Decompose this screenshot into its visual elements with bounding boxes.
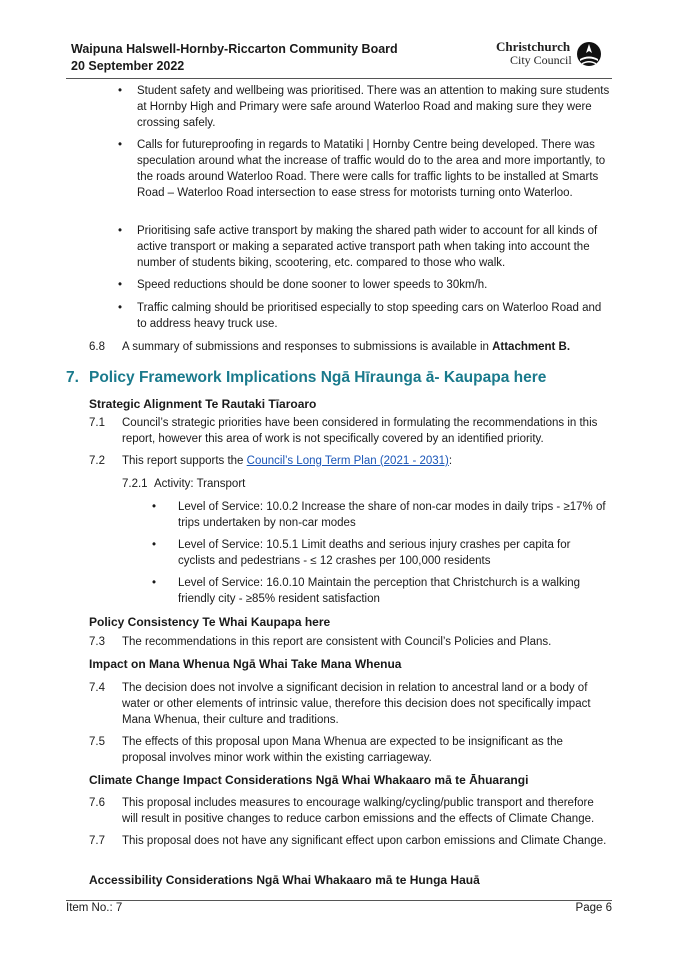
sub-item-number: 7.2.1 xyxy=(122,478,148,490)
list-item: • Traffic calming should be prioritised especially to stop speeding cars on Waterloo Road and to address heavy truck use. xyxy=(137,300,613,332)
para-number: 6.8 xyxy=(89,341,105,353)
para-number: 7.4 xyxy=(89,682,105,694)
section-title: Policy Framework Implications Ngā Hīraunga ā- Kaupapa here xyxy=(89,369,547,386)
section-number: 7. xyxy=(66,369,79,386)
para-text: The recommendations in this report are consistent with Council’s Policies and Plans. xyxy=(122,636,552,648)
list-item: • Speed reductions should be done sooner to lower speeds to 30km/h. xyxy=(137,277,613,293)
list-item: • Level of Service: 10.0.2 Increase the share of non-car modes in daily trips - ≥17% of trips undertaken by non-car modes xyxy=(178,499,608,531)
para-number: 7.3 xyxy=(89,636,105,648)
list-item: • Prioritising safe active transport by making the shared path wider to account for all kinds of active transport or making a separated active transport path when taking into account the number of students biking, scootering, etc. compared to those who walk. xyxy=(137,223,613,271)
attachment-reference: Attachment B. xyxy=(492,341,571,353)
para-number: 7.6 xyxy=(89,797,105,809)
footer-divider xyxy=(66,900,612,901)
para-text-main: This report supports the xyxy=(122,455,247,467)
page-header xyxy=(71,41,398,75)
list-item: • Level of Service: 10.5.1 Limit deaths and serious injury crashes per capita for cyclists and pedestrians - ≤ 12 crashes per 100,000 residents xyxy=(178,537,608,569)
page-number: Page 6 xyxy=(575,902,612,914)
item-number: Item No.: 7 xyxy=(66,902,123,914)
para-text: Council’s strategic priorities have been considered in formulating the recommendations in this report, however this area of work is not specifically covered by an identified priority. xyxy=(122,417,598,445)
para-text: This proposal includes measures to encourage walking/cycling/public transport and therefore will result in positive changes to reduce carbon emissions and the effects of Climate Change. xyxy=(122,797,595,825)
para-text xyxy=(122,339,610,355)
para-text: The effects of this proposal upon Mana Whenua are expected to be insignificant as the proposal involves minor work within the existing carriageway. xyxy=(122,736,563,764)
subsection-heading: Policy Consistency Te Whai Kaupapa here xyxy=(89,615,331,629)
long-term-plan-link[interactable]: Council’s Long Term Plan (2021 - 2031) xyxy=(246,455,449,467)
para-text xyxy=(122,453,610,469)
para-text: This proposal does not have any significant effect upon carbon emissions and Climate Change. xyxy=(122,835,607,847)
para-number: 7.2 xyxy=(89,455,105,467)
sub-item-text: Activity: Transport xyxy=(153,478,246,490)
para-number: 7.7 xyxy=(89,835,105,847)
para-text-main: A summary of submissions and responses to submissions is available in xyxy=(122,341,493,353)
subsection-heading: Accessibility Considerations Ngā Whai Whakaaro mā te Hunga Hauā xyxy=(89,873,480,887)
meeting-date: 20 September 2022 xyxy=(71,59,185,73)
board-title: Waipuna Halswell-Hornby-Riccarton Community Board xyxy=(71,42,398,56)
para-number: 7.1 xyxy=(89,417,105,429)
para-text-end: : xyxy=(448,455,453,467)
subsection-heading: Climate Change Impact Considerations Ngā Whai Whakaaro mā te Āhuarangi xyxy=(89,773,529,787)
list-item: • Calls for futureproofing in regards to Matatiki | Hornby Centre being developed. There was speculation around what the increase of traffic would do to the area and more importantly, to the roads around Waterloo Road. There were calls for traffic lights to be installed at Smarts Road – Waterloo Road intersection to ease stress for motorists turning onto Waterloo. xyxy=(137,137,613,201)
subsection-heading: Strategic Alignment Te Rautaki Tīaroaro xyxy=(89,397,317,411)
logo-text-line1: Christchurch xyxy=(496,39,571,54)
council-logo xyxy=(496,40,606,70)
header-divider xyxy=(66,78,612,79)
logo-text-line2: City Council xyxy=(510,53,572,67)
council-emblem-icon xyxy=(576,41,602,69)
sub-item xyxy=(122,476,245,492)
list-item: • Student safety and wellbeing was prioritised. There was an attention to making sure students at Hornby High and Primary were safe around Waterloo Road and making sure they were crossing safely. xyxy=(137,83,613,131)
para-text: The decision does not involve a significant decision in relation to ancestral land or a body of water or other elements of intrinsic value, therefore this decision does not specifically impact Mana Whenua, their culture and traditions. xyxy=(122,682,591,726)
para-number: 7.5 xyxy=(89,736,105,748)
list-item: • Level of Service: 16.0.10 Maintain the perception that Christchurch is a walking friendly city - ≥85% resident satisfaction xyxy=(178,575,608,607)
subsection-heading: Impact on Mana Whenua Ngā Whai Take Mana Whenua xyxy=(89,657,402,671)
